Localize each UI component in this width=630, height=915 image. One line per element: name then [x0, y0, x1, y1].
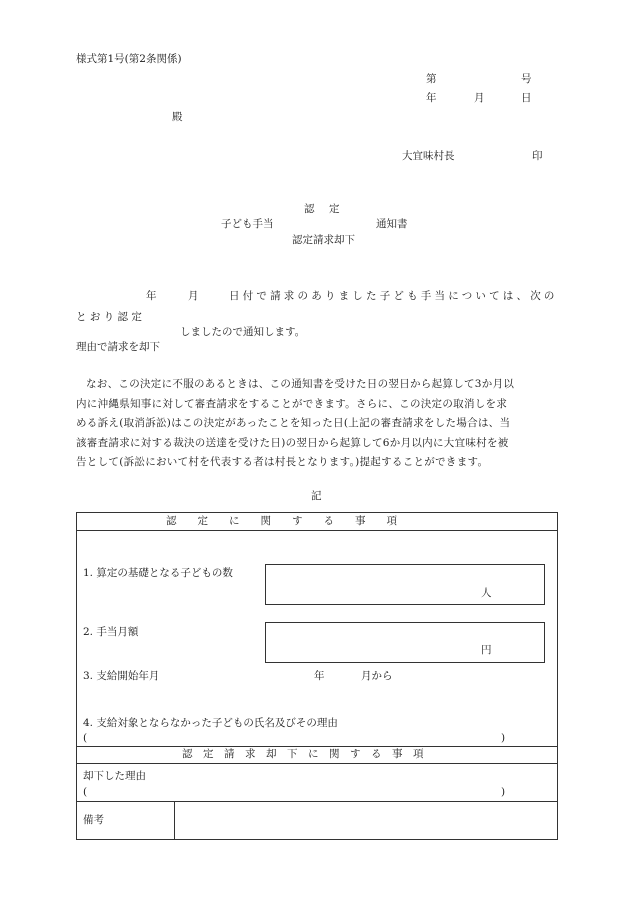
appeal-paragraph-line: 該審査請求に対する裁決の送達を受けた日)の翌日から起算して6か月以内に大宜味村を被	[76, 437, 509, 449]
appeal-paragraph-line: 内に沖縄県知事に対して審査請求をすることができます。さらに、この決定の取消しを求	[76, 398, 508, 410]
appeal-paragraph-line: 告として(訴訟において村を代表する者は村長となります。)提起することができます。	[76, 456, 489, 468]
item-monthly-amount-label: 2. 手当月額	[83, 626, 139, 638]
start-month-from: 月から	[361, 670, 393, 682]
start-month-year: 年	[314, 670, 325, 682]
children-count-field[interactable]	[265, 564, 545, 605]
issue-date-day: 日	[521, 92, 532, 104]
intro-text: 日付で請求のありました子ども手当については、次の	[229, 290, 558, 302]
section-rejection-title: 認 定 請 求 却 下 に 関 す る 事 項	[182, 748, 424, 760]
appeal-paragraph-line: なお、この決定に不服のあるときは、この通知書を受けた日の翌日から起算して3か月以	[86, 378, 515, 390]
title-option-approve: 認 定	[304, 203, 342, 215]
excluded-children-paren-open: (	[83, 732, 88, 744]
remarks-column-divider	[174, 801, 175, 840]
title-suffix: 通知書	[376, 218, 408, 230]
children-count-unit: 人	[481, 587, 492, 599]
addressee-suffix: 殿	[172, 111, 183, 123]
notice-text: しましたので通知します。	[180, 326, 306, 338]
document-number-suffix: 号	[521, 73, 532, 85]
item-excluded-children-label: 4. 支給対象とならなかった子どもの氏名及びその理由	[83, 717, 338, 729]
appeal-paragraph-line: める訴え(取消訴訟)はこの決定があったことを知った日(上記の審査請求をした場合は、当	[76, 417, 511, 429]
issue-date-month: 月	[474, 92, 485, 104]
issuer-name: 大宜味村長	[402, 150, 455, 162]
section-approval-title: 認 定 に 関 す る 事 項	[166, 515, 397, 527]
option-approve-text: と お り 認 定	[76, 311, 142, 323]
item-children-count-label: 1. 算定の基礎となる子どもの数	[83, 567, 233, 579]
reject-reason-label: 却下した理由	[83, 770, 146, 782]
ki-heading: 記	[311, 490, 322, 502]
reject-reason-paren-open: (	[83, 786, 88, 798]
title-option-reject: 認定請求却下	[292, 234, 355, 246]
reject-reason-paren-close: )	[501, 786, 506, 798]
excluded-children-paren-close: )	[501, 732, 506, 744]
seal-mark: 印	[532, 150, 543, 162]
request-date-year: 年	[146, 290, 157, 302]
monthly-amount-field[interactable]	[265, 622, 545, 663]
form-number: 様式第1号(第2条関係)	[76, 53, 182, 65]
table-divider	[76, 746, 558, 747]
document-number-prefix: 第	[426, 73, 437, 85]
remarks-label: 備考	[83, 814, 104, 826]
table-divider	[76, 530, 558, 531]
title-prefix: 子ども手当	[221, 218, 274, 230]
table-divider	[76, 763, 558, 764]
table-divider	[76, 801, 558, 802]
request-date-month: 月	[188, 290, 199, 302]
monthly-amount-unit: 円	[481, 644, 492, 656]
item-start-month-label: 3. 支給開始年月	[83, 670, 160, 682]
issue-date-year: 年	[426, 92, 437, 104]
option-reject-text: 理由で請求を却下	[76, 341, 160, 353]
